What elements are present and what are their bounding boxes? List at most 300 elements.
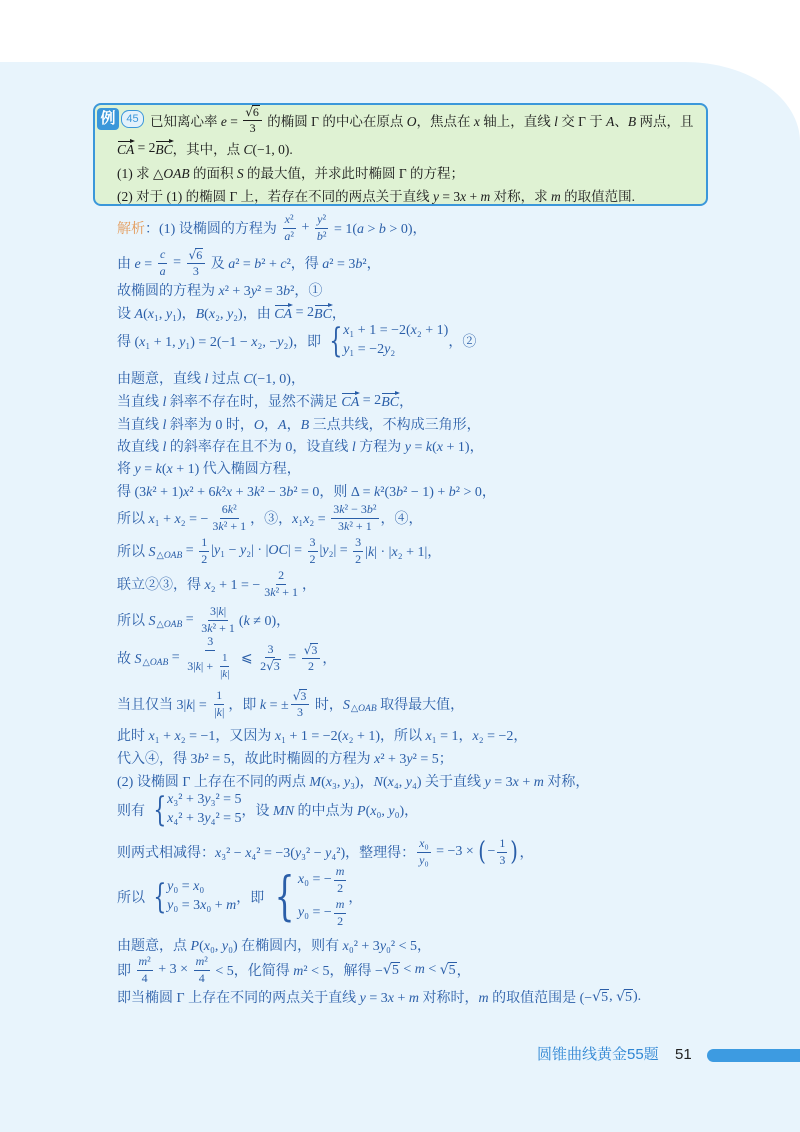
fraction-denominator: 3 k ² + 1 xyxy=(264,584,298,599)
math-variable: k xyxy=(222,667,228,680)
text-run: 即当椭圆 Γ 上存在不同的两点关于直线 y = 3x + m 对称时，m 的取值范围是 (− xyxy=(117,991,593,1006)
text-run: ， xyxy=(331,307,346,322)
math-variable: k xyxy=(425,440,433,455)
math-variable: y xyxy=(167,898,174,913)
text-run: ， xyxy=(456,964,471,979)
square-root xyxy=(266,659,281,673)
math-variable: y xyxy=(240,543,247,558)
math-variable: l xyxy=(162,395,167,410)
math-variable: b xyxy=(396,485,404,500)
text-run: 所以 x₁ + x₂ = − xyxy=(117,512,209,527)
fraction-numerator: 3| k | xyxy=(208,605,228,621)
equation-row xyxy=(298,898,349,929)
math-variable: k xyxy=(243,614,250,629)
math-variable: m xyxy=(335,897,345,911)
fraction-denominator: y ₀ xyxy=(419,852,429,867)
fraction-numerator: 2 xyxy=(276,569,286,585)
text-run: + xyxy=(297,220,313,235)
equation-system xyxy=(325,322,449,360)
math-variable: A xyxy=(606,114,615,129)
math-variable: S xyxy=(148,614,156,629)
text-run: < m < xyxy=(399,962,440,977)
math-variable: y xyxy=(406,752,413,767)
square-root xyxy=(293,689,308,703)
fraction xyxy=(291,689,310,720)
math-variable: x xyxy=(473,114,480,129)
fraction-numerator xyxy=(302,643,321,659)
math-variable: m xyxy=(478,991,489,1006)
math-variable: BC xyxy=(155,141,173,157)
math-variable: M xyxy=(309,775,322,790)
math-variable: A xyxy=(278,418,287,433)
fraction-numerator: x ² xyxy=(283,213,296,229)
math-variable: x xyxy=(204,578,211,593)
math-variable: a xyxy=(322,257,330,272)
math-variable: CA xyxy=(274,307,293,323)
fraction-denominator: a ² xyxy=(284,228,294,243)
subscript: △OAB xyxy=(156,619,183,630)
text-run: |y₂| = xyxy=(319,543,352,558)
text-run: (2) 设椭圆 Γ 上存在不同的两点 M(x₃, y₃)，N(x₄, y₄) 关于直线 y = 3x + m 对称， xyxy=(117,775,590,790)
math-variable: k xyxy=(339,501,345,516)
text-run: = xyxy=(169,255,185,270)
fraction xyxy=(243,105,262,136)
text-run: 当直线 l 斜率为 0 时，O，A，B 三点共线，不构成三角形， xyxy=(117,418,481,433)
subscript: △OAB xyxy=(156,550,183,561)
vector xyxy=(155,139,172,158)
equation-row: y ₀ = 3 x ₀ + m xyxy=(167,897,236,916)
text-run: 将 y = k(x + 1) 代入椭圆方程， xyxy=(117,462,301,477)
math-variable: x xyxy=(419,835,425,850)
fraction xyxy=(199,605,237,636)
math-variable: x xyxy=(387,991,394,1006)
fraction-denominator: b ² xyxy=(316,228,327,243)
math-variable: m xyxy=(414,962,425,977)
text-run: 联立②③，得 x₂ + 1 = − xyxy=(117,578,261,593)
fraction xyxy=(258,643,283,674)
math-variable: N xyxy=(373,775,383,790)
math-variable: l xyxy=(162,440,167,455)
math-variable: y xyxy=(226,307,234,322)
radicand: √ 3 xyxy=(300,688,307,703)
fraction-denominator: 3 k ² + 1 xyxy=(212,518,247,533)
math-variable: y xyxy=(179,335,186,350)
math-variable: x xyxy=(193,879,200,895)
text-run: ， xyxy=(519,846,534,861)
math-variable: x xyxy=(425,729,432,744)
math-variable: x xyxy=(147,307,154,322)
text-run: + 3 × xyxy=(154,962,192,977)
text-run: = 2 xyxy=(292,305,315,320)
text-run: 代入④，得 3b² = 5，故此时椭圆的方程为 x² + 3y² = 5； xyxy=(117,752,453,767)
square-root xyxy=(304,643,319,657)
fraction-numerator xyxy=(334,898,347,914)
math-variable: x xyxy=(166,462,173,477)
math-variable: x xyxy=(303,512,310,527)
text-run: = 1(a > b > 0)， xyxy=(330,222,427,237)
math-variable: BC xyxy=(314,307,332,323)
math-variable: { x xyxy=(343,323,350,339)
text-run: 设 A(x₁, y₁)，B(x₂, y₂)，由 xyxy=(117,307,275,322)
math-variable: B xyxy=(627,114,637,129)
math-variable: k xyxy=(270,584,276,599)
text-run: 当直线 l 斜率不存在时，显然不满足 xyxy=(117,395,342,410)
fraction-denominator xyxy=(258,658,283,673)
math-variable: b xyxy=(366,501,373,516)
math-variable: c xyxy=(159,246,166,261)
fraction xyxy=(497,837,507,868)
example-box xyxy=(93,103,708,206)
text-run: |k| · |x₂ + 1|， xyxy=(365,545,442,560)
square-root xyxy=(440,962,457,978)
math-variable: m xyxy=(293,964,304,979)
math-variable: x xyxy=(274,729,282,744)
fraction-numerator: 3 k ² − 3 b ² xyxy=(331,503,378,519)
fraction xyxy=(187,248,206,279)
text-run: ，即 k = ± xyxy=(228,698,289,713)
fraction xyxy=(210,503,248,534)
text-run: , xyxy=(609,989,617,1004)
radicand: √ 5 xyxy=(625,989,632,1005)
fraction xyxy=(353,536,363,567)
math-variable: k xyxy=(195,658,201,673)
text-run: ⩽ xyxy=(237,650,257,666)
math-variable: S xyxy=(148,545,156,560)
vector xyxy=(117,139,134,158)
math-variable: k xyxy=(186,698,193,713)
equation-rows xyxy=(298,864,349,929)
math-variable: x xyxy=(215,846,222,861)
math-variable: y xyxy=(404,440,411,455)
math-variable: k xyxy=(218,518,224,533)
fraction-denominator: 4 xyxy=(141,970,148,985)
math-variable: m xyxy=(195,953,205,968)
fraction xyxy=(194,955,210,986)
text-run: 得 (x₁ + 1, y₁) = 2(−1 − x₂, −y₂)，即 xyxy=(117,335,325,350)
vector xyxy=(341,391,359,410)
text-run: ( − xyxy=(487,844,496,859)
vector xyxy=(314,303,332,322)
text-run: 即 xyxy=(117,964,135,979)
math-variable: O xyxy=(406,114,417,129)
text-run: = −3 × xyxy=(432,844,478,859)
text-run: 当且仅当 3|k| = xyxy=(117,698,211,713)
math-variable: x xyxy=(218,284,225,299)
math-variable: x xyxy=(148,729,155,744)
equation-row: { x ₃² + 3 y ₃² = 5 xyxy=(167,791,241,810)
math-variable: P xyxy=(357,804,366,819)
fraction-denominator: 2 xyxy=(355,551,362,566)
fraction-denominator: 2 xyxy=(337,913,344,928)
radicand: √ 3 xyxy=(311,642,318,657)
fraction-denominator: | k | xyxy=(220,667,230,680)
math-variable: y xyxy=(294,846,302,861)
vector xyxy=(381,391,399,410)
math-variable: l xyxy=(554,114,558,129)
solution-label: 解析 xyxy=(117,222,145,237)
fraction-denominator: 3 k ² + 1 xyxy=(338,518,372,533)
math-variable: C xyxy=(243,142,253,157)
math-variable: x xyxy=(342,729,349,744)
text-run: = xyxy=(168,650,184,665)
math-variable: x xyxy=(245,846,252,861)
fraction-denominator: 2 xyxy=(201,551,208,566)
square-root xyxy=(189,248,204,262)
fraction-denominator: 3 xyxy=(249,120,256,135)
math-variable: y xyxy=(379,939,387,954)
math-variable: y xyxy=(405,775,412,790)
math-variable: k xyxy=(367,545,375,560)
math-variable: P xyxy=(190,939,200,954)
text-run: 3|k| + xyxy=(187,658,217,673)
radicand: √ 6 xyxy=(196,247,203,262)
text-run: 故直线 l 的斜率存在且不为 0，设直线 l 方程为 y = k(x + 1)， xyxy=(117,440,484,455)
math-variable: m xyxy=(226,898,237,913)
math-variable: { x xyxy=(167,792,174,808)
text-run: { x₀ = − xyxy=(297,872,332,888)
text-run: 已知离心率 e = xyxy=(150,114,242,129)
footer-accent-bar xyxy=(707,1049,800,1062)
math-variable: l xyxy=(204,372,209,387)
text-run: 故 S xyxy=(117,652,142,667)
math-variable: y xyxy=(325,846,332,861)
text-run: 及 a² = b² + c²，得 a² = 3b²， xyxy=(207,257,381,272)
math-variable: b xyxy=(448,485,456,500)
example-tag: 例 xyxy=(97,108,119,130)
math-variable: x xyxy=(460,189,467,204)
fraction xyxy=(262,569,300,600)
math-variable: B xyxy=(300,418,310,433)
math-variable: { y xyxy=(167,879,174,895)
math-variable: x xyxy=(139,335,146,350)
math-variable: y xyxy=(343,342,350,357)
math-variable: S xyxy=(236,166,244,181)
subscript: △OAB xyxy=(350,703,377,714)
fraction-denominator: | k | xyxy=(214,704,225,719)
fraction-denominator: 3 xyxy=(297,704,304,719)
math-variable: k xyxy=(218,603,224,618)
equation-row: y ₁ = −2 y ₂ xyxy=(343,341,448,360)
radicand: √ 5 xyxy=(391,962,399,978)
math-variable: y xyxy=(419,852,425,867)
math-variable: y xyxy=(322,543,329,558)
math-variable: e xyxy=(220,114,227,129)
text-run: y₀ = − xyxy=(297,904,332,920)
math-variable: k xyxy=(146,485,153,500)
math-variable: x xyxy=(174,729,181,744)
fraction-numerator: 3 xyxy=(205,635,215,651)
vector xyxy=(274,303,292,322)
equation-row: { y ₀ = x ₀ xyxy=(167,878,236,897)
math-variable: e xyxy=(134,257,141,272)
math-variable: y xyxy=(484,775,491,790)
text-run: ：(1) 设椭圆的方程为 xyxy=(145,222,281,237)
text-run: = xyxy=(182,543,198,558)
math-variable: S xyxy=(134,652,142,667)
fraction-denominator: 2 xyxy=(308,658,315,673)
math-variable: y xyxy=(165,307,173,322)
math-variable: b xyxy=(378,222,386,237)
parenthesized-group xyxy=(477,837,519,868)
text-run: 所以 S xyxy=(117,545,156,560)
radicand: √ 3 xyxy=(273,659,280,674)
text-run: ， xyxy=(322,652,337,667)
fraction-numerator: 3 xyxy=(353,536,363,552)
fraction-numerator xyxy=(158,248,167,264)
math-variable: x xyxy=(148,512,155,527)
fraction xyxy=(334,898,347,929)
text-run: 由题意，直线 l 过点 C(−1, 0)， xyxy=(117,372,305,387)
fraction-numerator xyxy=(187,248,206,264)
math-variable: S xyxy=(342,698,350,713)
math-variable: OAB xyxy=(149,657,169,668)
math-variable: C xyxy=(243,372,253,387)
text-run: = xyxy=(182,612,198,627)
math-variable: x xyxy=(391,545,398,560)
math-variable: k xyxy=(344,518,350,533)
equation-row: x ₄² + 3 y ₄² = 5 xyxy=(167,810,241,829)
footer-book-title: 圆锥曲线黄金55题 xyxy=(537,1046,659,1063)
fraction-denominator: 3 xyxy=(192,263,199,278)
text-run: 取得最大值， xyxy=(376,698,465,713)
math-variable: x xyxy=(297,872,305,888)
math-variable: x xyxy=(370,804,377,819)
math-variable: x xyxy=(203,939,210,954)
math-variable: CA xyxy=(341,395,360,411)
fraction-numerator: 1 xyxy=(220,652,230,667)
math-variable: B xyxy=(195,307,205,322)
fraction-numerator: 1 xyxy=(199,536,209,552)
text-run: ， xyxy=(348,891,363,906)
fraction xyxy=(302,643,321,674)
square-root xyxy=(245,105,260,119)
math-variable: x xyxy=(342,939,349,954)
math-variable: l xyxy=(351,440,356,455)
math-variable: x xyxy=(325,775,332,790)
math-variable: b xyxy=(355,257,363,272)
equation-system xyxy=(149,878,237,916)
text-run: = xyxy=(284,650,300,665)
text-run: (1) 求 △OAB 的面积 S 的最大值，并求此时椭圆 Γ 的方程； xyxy=(117,166,465,181)
math-variable: b xyxy=(197,752,205,767)
text-run: ，设 MN 的中点为 P(x₀, y₀)， xyxy=(241,804,419,819)
math-variable: x xyxy=(374,752,381,767)
page-number: 51 xyxy=(675,1046,692,1063)
fraction-denominator: 2 xyxy=(337,881,344,896)
equation-rows xyxy=(167,878,236,916)
fraction-denominator: 3 k ² + 1 xyxy=(201,620,235,635)
math-variable: y xyxy=(317,211,323,226)
fraction-numerator: m ² xyxy=(137,955,153,971)
text-run: ，即 xyxy=(236,891,268,906)
math-variable: b xyxy=(316,228,323,243)
math-variable: A xyxy=(134,307,144,322)
math-variable: k xyxy=(207,620,213,635)
math-variable: x xyxy=(410,323,417,339)
math-variable: k xyxy=(155,462,162,477)
fraction xyxy=(417,837,431,868)
text-run: 的椭圆 Γ 的中心在原点 O，焦点在 x 轴上，直线 l 交 Γ 于 A、B 两点，且 xyxy=(263,114,694,129)
math-variable: y xyxy=(204,811,211,826)
math-variable: x xyxy=(208,307,216,322)
math-variable: y xyxy=(134,462,141,477)
math-variable: y xyxy=(388,804,395,819)
math-variable: m xyxy=(480,189,491,204)
text-run: 故椭圆的方程为 x² + 3y² = 3b²，① xyxy=(117,284,323,299)
math-variable: y xyxy=(343,775,351,790)
math-variable: m xyxy=(335,864,345,879)
fraction xyxy=(282,213,296,244)
fraction-numerator xyxy=(243,105,262,121)
square-root xyxy=(616,989,633,1005)
math-variable: x xyxy=(183,485,190,500)
math-variable: a xyxy=(228,257,236,272)
text-run: (k ≠ 0)， xyxy=(238,614,291,629)
math-variable: b xyxy=(254,257,262,272)
text-run: ，其中，点 C(−1, 0). xyxy=(172,142,293,157)
math-variable: OC xyxy=(268,543,288,558)
math-variable: a xyxy=(284,228,291,243)
math-variable: k xyxy=(227,501,234,516)
text-run: 时，S xyxy=(311,698,350,713)
math-variable: x xyxy=(436,440,444,455)
equation-row: { x ₁ + 1 = −2( x ₂ + 1) xyxy=(343,322,448,341)
fraction xyxy=(185,635,235,680)
equation-row xyxy=(298,865,349,896)
text-run: 则有 xyxy=(117,804,149,819)
text-run: ，④， xyxy=(380,512,423,527)
fraction-denominator xyxy=(158,264,168,279)
text-run: 得 (3k² + 1)x² + 6k²x + 3k² − 3b² = 0，则 Δ = k²(3b² − 1) + b² > 0， xyxy=(117,485,496,500)
math-variable: c xyxy=(280,257,287,272)
fraction-numerator: 1 xyxy=(497,837,507,853)
text-run: 所以 S xyxy=(117,614,156,629)
fraction-numerator: 3 xyxy=(265,643,275,659)
math-variable: O xyxy=(253,418,265,433)
equation-rows xyxy=(167,791,241,829)
radicand: √ 5 xyxy=(601,989,609,1005)
text-run: 由 e = xyxy=(117,257,156,272)
math-variable: m xyxy=(408,991,419,1006)
fraction-numerator: y ² xyxy=(315,213,328,229)
fraction xyxy=(137,955,153,986)
fraction-numerator xyxy=(334,865,347,881)
math-variable: x xyxy=(472,729,479,744)
text-run: 此时 x₁ + x₂ = −1，又因为 x₁ + 1 = −2(x₂ + 1)，所以 x₁ = 1，x₂ = −2， xyxy=(117,729,528,744)
math-variable: y xyxy=(433,189,440,204)
math-variable: m xyxy=(533,775,544,790)
math-variable: y xyxy=(250,284,258,299)
math-variable: OAB xyxy=(163,550,183,561)
math-variable: k xyxy=(216,704,222,719)
math-variable: a xyxy=(159,263,166,278)
text-run: = 2 xyxy=(134,140,156,155)
math-variable: y xyxy=(384,342,391,357)
math-variable: y xyxy=(277,335,284,350)
math-variable: BC xyxy=(381,395,400,411)
square-root xyxy=(592,989,609,1005)
math-variable: MN xyxy=(273,804,295,819)
math-variable: a xyxy=(357,222,365,237)
fraction xyxy=(158,248,168,279)
fraction xyxy=(199,536,209,567)
text-run: 2 xyxy=(260,658,267,673)
text-run: (2) 对于 (1) 的椭圆 Γ 上，若存在不同的两点关于直线 y = 3x + m 对称，求 m 的取值范围. xyxy=(117,189,636,204)
square-root xyxy=(383,962,400,978)
math-variable: x xyxy=(512,775,519,790)
math-variable: x xyxy=(200,898,207,913)
fraction xyxy=(334,865,347,896)
